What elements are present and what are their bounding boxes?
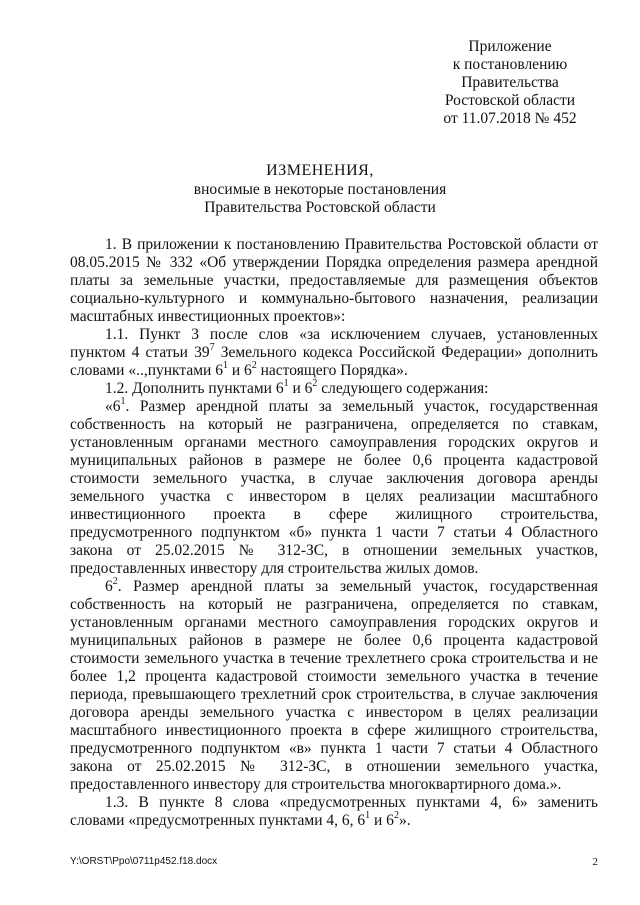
annex-line: Правительства <box>461 74 559 91</box>
paragraph-1-3: 1.3. В пункте 8 слова «предусмотренных пунктами 4, 6» заменить словами «предусмотренных пунктами 4, 6, $6^1$ и $6^2$». <box>70 794 598 829</box>
paragraph-6-1: «$6^1$. Размер арендной платы за земельный участок, государственная собственность на который не разграничена, определяется по ставкам, установленным органами местного самоуправления городских округов и муниципальных районов в размере не более 0,6 процента кадастровой стоимости земельного участка, в случае заключения договора аренды земельного участка с инвестором в целях реализации масштабного инвестиционного проекта в сфере жилищного строительства, предусмотренного подпунктом «б» пункта 1 части 7 статьи 4 Областного закона от 25.02.2015 № 312-ЗС, в отношении земельных участков, предоставленных инвестору для строительства жилых домов. <box>70 395 598 577</box>
paragraph-1-2: 1.2. Дополнить пунктами $6^1$ и $6^2$ следующего содержания: <box>105 377 489 397</box>
annex-line: к постановлению <box>452 56 568 73</box>
paragraph-1-1: 1.1. Пункт 3 после слов «за исключением случаев, установленных пунктом 4 статьи $39^7$ Земельного кодекса Российской Федерации» дополнить словами «..,пунктами $6^1$ и $6^2$ настоящего Порядка». <box>70 326 598 379</box>
heading-title: ИЗМЕНЕНИЯ, <box>266 162 374 179</box>
paragraph-1: 1. В приложении к постановлению Правительства Ростовской области от 08.05.2015 № 332 «Об утверждении Порядка определения размера арендной платы за земельные участки, предоставляемые для размещения объектов социально-культурного и коммунально-бытового назначения, реализации масштабных инвестиционных проектов»: <box>70 236 598 325</box>
annex-date-number: от 11.07.2018 № 452 <box>443 110 577 127</box>
document-heading <box>0 161 640 217</box>
document-body <box>70 236 598 830</box>
annex-line: Ростовской области <box>444 92 576 109</box>
page-footer <box>70 856 598 868</box>
annex-block <box>400 38 620 128</box>
page-number: 2 <box>592 856 598 868</box>
file-path: Y:\ORST\Ppo\0711p452.f18.docx <box>70 856 218 867</box>
heading-subtitle: Правительства Ростовской области <box>204 199 436 216</box>
heading-subtitle: вносимые в некоторые постановления <box>193 181 447 198</box>
paragraph-6-2: $6^2$. Размер арендной платы за земельный участок, государственная собственность на который не разграничена, определяется по ставкам, установленным органами местного самоуправления городских округов и муниципальных районов в размере не более 0,6 процента кадастровой стоимости земельного участка в течение трехлетнего срока строительства и не более 1,2 процента кадастровой стоимости земельного участка в течение периода, превышающего трехлетний срок строительства, в случае заключения договора аренды земельного участка с инвестором в целях реализации масштабного инвестиционного проекта в сфере жилищного строительства, предусмотренного подпунктом «в» пункта 1 части 7 статьи 4 Областного закона от 25.02.2015 № 312-ЗС, в отношении земельного участка, предоставленного инвестору для строительства многоквартирного дома.». <box>70 575 598 793</box>
annex-line: Приложение <box>468 38 552 55</box>
